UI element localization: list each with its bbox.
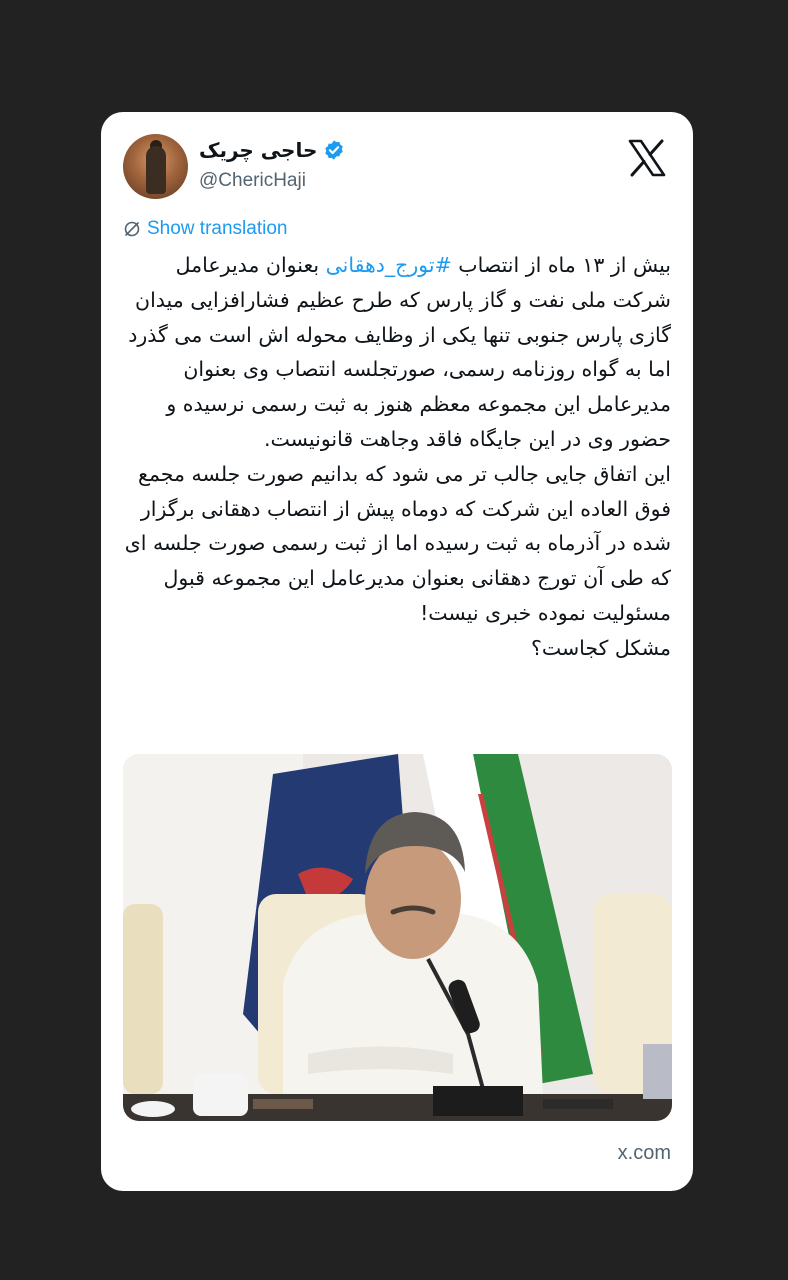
cup-shape (193, 1074, 248, 1116)
phone-shape (543, 1099, 613, 1109)
show-translation-label: Show translation (147, 218, 288, 239)
tweet-card[interactable] (101, 112, 693, 1191)
source-link[interactable]: x.com (617, 1142, 671, 1164)
tweet-paragraph-2: این اتفاق جایی جالب تر می شود که بدانیم صورت جلسه مجمع فوق العاده این شرکت که دوماه پیش از انتصاب دهقانی برگزار شده در آذرماه به ثبت رسیده اما از ثبت رسمی صورت جلسه ای که طی آن تورج دهقانی بعنوان مدیرعامل این مجموعه قبول مسئولیت نموده خبری نیست! (124, 461, 671, 625)
tweet-text-prefix: بیش از ۱۳ ماه از انتصاب (451, 253, 671, 277)
tweet-text (123, 248, 671, 666)
papers-shape (253, 1099, 313, 1109)
avatar-figure-shape (146, 146, 166, 194)
chair-far-left-shape (123, 904, 163, 1094)
author-name-row[interactable] (199, 138, 345, 162)
microphone-base-shape (433, 1086, 523, 1116)
avatar[interactable] (123, 134, 188, 199)
translate-globe-icon (123, 220, 141, 238)
show-translation-link[interactable] (123, 218, 287, 240)
x-logo-icon[interactable] (627, 138, 667, 178)
author-display-name[interactable]: حاجی چریک (199, 138, 318, 162)
person-face-shape (365, 839, 461, 959)
tweet-text-suffix: بعنوان مدیرعامل شرکت ملی نفت و گاز پارس که طرح عظیم فشارافزایی میدان گازی پارس جنوبی تنها یکی از وظایف محوله اش است می گذرد اما به گواه روزنامه رسمی، صورتجلسه انتصاب وی بعنوان مدیرعامل این مجموعه معظم هنوز به ثبت رسمی نرسیده و حضور وی در این جایگاه فاقد وجاهت قانونیست. (128, 253, 671, 451)
saucer-shape (131, 1101, 175, 1117)
tweet-paragraph-1 (123, 248, 671, 457)
photo-illustration (123, 754, 672, 1121)
verified-badge-icon (323, 139, 345, 161)
hashtag-link[interactable]: #تورج_دهقانی (325, 253, 452, 277)
tweet-paragraph-3: مشکل کجاست؟ (530, 635, 671, 660)
tweet-photo[interactable] (123, 754, 672, 1121)
side-person-shape (643, 1044, 672, 1099)
author-handle[interactable]: @ChericHaji (199, 170, 306, 191)
